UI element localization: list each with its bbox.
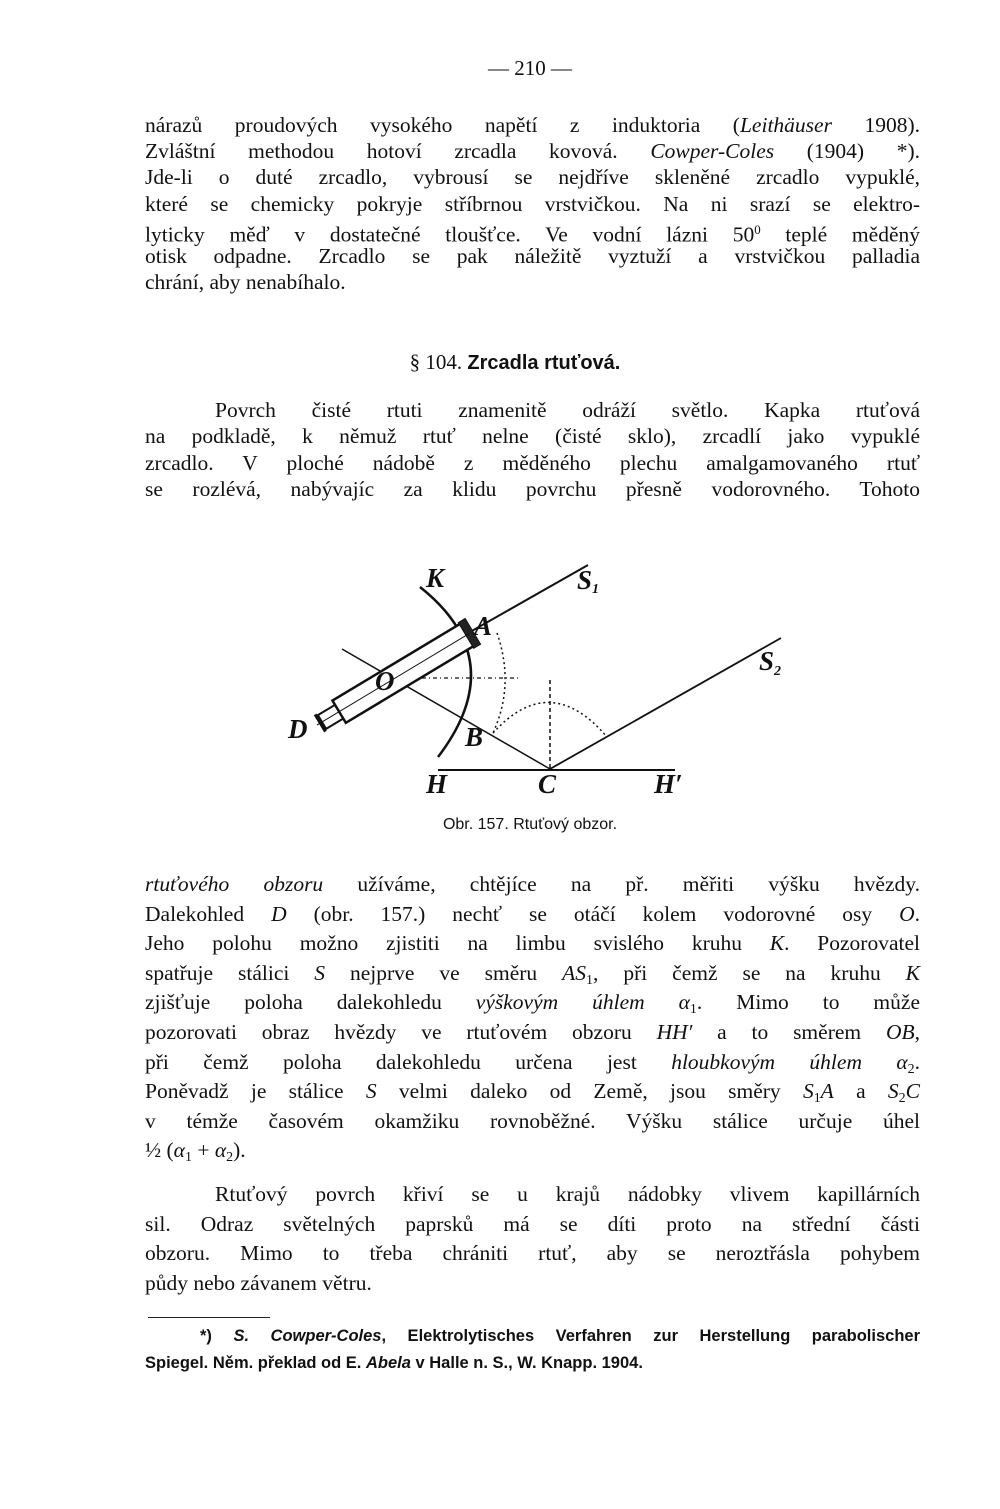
text-line	[145, 1323, 920, 1350]
text-run: zjišťuje poloha dalekohledu	[145, 990, 476, 1015]
italic-text: S	[314, 960, 326, 985]
label-a: A	[474, 611, 493, 641]
text-line	[145, 988, 920, 1018]
text-run: a to směrem	[692, 1019, 886, 1044]
text-run: a	[833, 1079, 888, 1104]
text-run: při čemž poloha dalekohledu určena jest	[145, 1049, 672, 1074]
italic-text: HH′	[656, 1019, 693, 1044]
text-run: . Pozorovatel	[784, 931, 920, 956]
text-run: půdy nebo závanem větru.	[145, 1270, 372, 1295]
italic-text: K	[769, 931, 785, 956]
subscript: 1	[184, 1150, 192, 1166]
text-line	[145, 870, 920, 900]
text-run: spatřuje stálici	[145, 960, 315, 985]
italic-text: výškovým úhlem α	[475, 990, 690, 1015]
label-s1: S1	[577, 565, 600, 597]
text-line	[145, 1077, 920, 1107]
text-run: ,	[914, 1019, 920, 1044]
italic-text: Leithäuser	[739, 113, 832, 137]
label-c: C	[538, 769, 557, 799]
text-run: Dalekohled	[145, 901, 272, 926]
paragraph-4	[145, 1180, 920, 1298]
subscript: 2	[898, 1091, 906, 1107]
text-line	[145, 1180, 920, 1210]
subscript: 2	[907, 1061, 915, 1077]
superscript: 0	[754, 222, 761, 237]
text-run: *)	[200, 1327, 234, 1345]
label-h-prime: H′	[654, 769, 683, 799]
italic-text: S. Cowper-Coles	[233, 1327, 382, 1345]
text-line	[145, 929, 920, 959]
text-run: ½ (	[145, 1138, 174, 1163]
text-run: (1904) *).	[774, 139, 921, 164]
text-run: pozorovati obraz hvězdy ve rtuťovém obzoru	[145, 1019, 657, 1044]
italic-text: rtuťového obzoru	[145, 872, 324, 896]
text-run: obzoru. Mimo to třeba chrániti rtuť, aby se neroztřásla pohybem	[145, 1241, 920, 1266]
italic-text: α	[214, 1138, 227, 1163]
telescope	[309, 618, 480, 737]
text-run: Jeho polohu možno zjistiti na limbu svislého kruhu	[145, 931, 770, 956]
italic-text: S	[365, 1079, 377, 1104]
footnote-rule	[148, 1317, 270, 1318]
italic-text: α	[173, 1138, 185, 1163]
text-line	[145, 1018, 920, 1048]
text-run: , při čemž se na kruhu	[593, 960, 906, 985]
text-run: Zvláštní methodou hotoví zrcadla kovová.	[145, 139, 651, 164]
text-run: Rtuťový povrch křiví se u krajů nádobky vlivem kapillárních	[215, 1182, 920, 1206]
text-run: Jde-li o duté zrcadlo, vybrousí se nejdříve skleněné zrcadlo vypuklé,	[145, 165, 920, 190]
text-line	[145, 900, 920, 930]
text-line	[145, 1107, 920, 1137]
text-run: nárazů proudových vysokého napětí z induktoria (	[145, 113, 740, 137]
paragraph-3	[145, 870, 920, 1166]
text-line	[145, 1350, 920, 1377]
section-number: § 104.	[409, 350, 468, 374]
text-run: v Halle n. S., W. Knapp. 1904.	[410, 1354, 643, 1372]
italic-text: S	[802, 1079, 814, 1104]
text-run: velmi daleko od Země, jsou směry	[376, 1079, 803, 1104]
subscript: 1	[813, 1091, 821, 1107]
label-k: K	[426, 563, 445, 593]
dotted-arc-ab	[493, 633, 505, 733]
label-h: H	[426, 769, 448, 799]
text-run: teplé měděný	[760, 222, 920, 247]
label-o: O	[375, 666, 395, 696]
text-run: . Mimo to může	[696, 990, 920, 1015]
text-run: .	[914, 1049, 920, 1074]
text-run: nejprve ve směru	[325, 960, 563, 985]
italic-text: S	[887, 1079, 899, 1104]
text-line	[145, 1269, 920, 1299]
footnote	[145, 1323, 920, 1377]
subscript: 2	[226, 1150, 234, 1166]
italic-text: A	[820, 1079, 834, 1104]
text-run: , Elektrolytisches Verfahren zur Herstellung parabolischer	[381, 1327, 921, 1345]
text-run: užíváme, chtějíce na př. měřiti výšku hvězdy.	[323, 872, 920, 896]
text-run: lyticky měď v dostatečné tloušťce. Ve vodní lázni 50	[145, 222, 755, 247]
text-line	[145, 1048, 920, 1078]
italic-text: K	[905, 960, 920, 985]
text-run: +	[191, 1138, 215, 1163]
italic-text: OB	[885, 1019, 915, 1044]
text-line	[145, 1136, 920, 1166]
italic-text: Abela	[365, 1354, 411, 1372]
text-run: Poněvadž je stálice	[145, 1079, 366, 1104]
text-run: (obr. 157.) nechť se otáčí kolem vodorovné osy	[286, 901, 900, 926]
ray-c-s2	[550, 638, 781, 769]
section-title: Zrcadla rtuťová.	[467, 352, 621, 374]
page-number: — 210 —	[488, 56, 572, 80]
text-line	[145, 1210, 920, 1240]
text-run: .	[914, 901, 920, 926]
italic-text: hloubkovým úhlem α	[671, 1049, 908, 1074]
italic-text: AS	[562, 960, 587, 985]
text-run: v témže časovém okamžiku rovnoběžné. Výšku stálice určuje úhel	[145, 1108, 920, 1133]
text-run: Spiegel. Něm. překlad od E.	[145, 1354, 366, 1372]
text-line	[145, 959, 920, 989]
text-run: Povrch čisté rtuti znamenitě odráží světlo. Kapka rtuťová	[215, 398, 920, 422]
italic-text: Cowper-Coles	[650, 139, 775, 164]
label-s2: S2	[759, 646, 782, 679]
text-run: se rozlévá, nabývajíc za klidu povrchu přesně vodorovného. Tohoto	[145, 476, 920, 501]
text-run: ).	[233, 1138, 246, 1163]
text-run: zrcadlo. V ploché nádobě z měděného plechu amalgamovaného rtuť	[145, 450, 920, 475]
text-line	[145, 1239, 920, 1269]
italic-text: O	[899, 901, 915, 926]
text-run: které se chemicky pokryje stříbrnou vrstvičkou. Na ni srazí se elektro-	[145, 191, 920, 216]
italic-text: C	[905, 1079, 920, 1104]
figure-caption: Obr. 157. Rtuťový obzor.	[442, 816, 618, 833]
label-b: B	[465, 722, 484, 752]
text-run: 1908).	[831, 113, 920, 137]
text-run: chrání, aby nenabíhalo.	[145, 270, 346, 295]
label-d: D	[288, 714, 308, 744]
ray-b-c	[342, 649, 550, 769]
text-run: otisk odpadne. Zrcadlo se pak náležitě vyztuží a vrstvičkou palladia	[145, 243, 920, 268]
subscript: 1	[586, 972, 594, 988]
subscript: 1	[689, 1002, 697, 1018]
text-run: sil. Odraz světelných paprsků má se díti proto na střední části	[145, 1211, 920, 1236]
italic-text: D	[271, 901, 287, 926]
text-run: na podkladě, k němuž rtuť nelne (čisté sklo), zrcadlí jako vypuklé	[145, 424, 920, 449]
